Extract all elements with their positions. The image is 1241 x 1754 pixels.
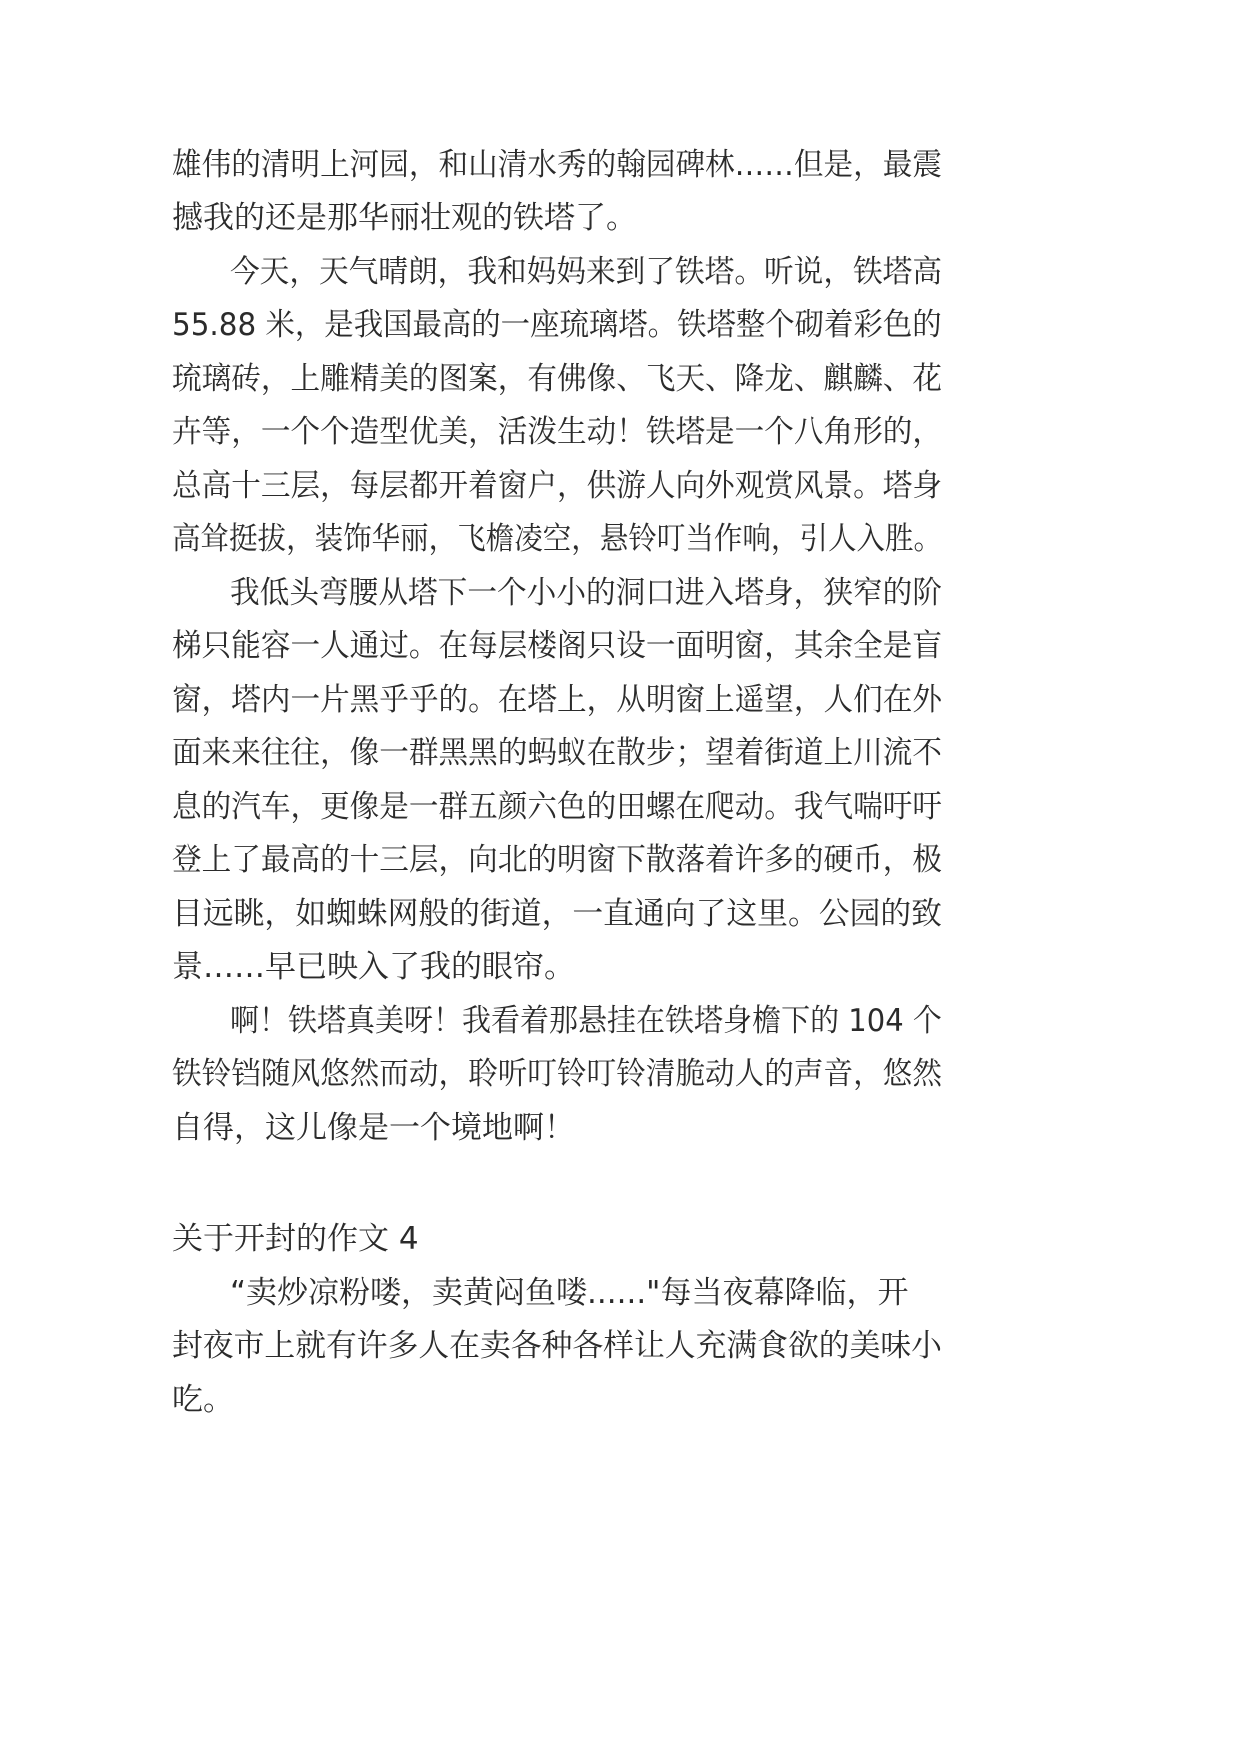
paragraph-first-line: 今天，天气晴朗，我和妈妈来到了铁塔。听说，铁塔高 <box>230 254 943 290</box>
paragraph-first-line: 啊！铁塔真美呀！我看着那悬挂在铁塔身檐下的 104 个 <box>230 1003 942 1039</box>
text-line: 景……早已映入了我的眼帘。 <box>172 949 575 985</box>
text-line: 吃。 <box>172 1382 234 1418</box>
text-line: 封夜市上就有许多人在卖各种各样让人充满食欲的美味小 <box>172 1328 942 1364</box>
text-line: 息的汽车，更像是一群五颜六色的田螺在爬动。我气喘吁吁 <box>172 789 942 825</box>
text-line: 登上了最高的十三层，向北的明窗下散落着许多的硬币，极 <box>172 842 942 878</box>
section-heading: 关于开封的作文 4 <box>172 1221 419 1257</box>
text-line: 琉璃砖，上雕精美的图案，有佛像、飞天、降龙、麒麟、花 <box>172 361 942 397</box>
text-line: 撼我的还是那华丽壮观的铁塔了。 <box>172 200 637 236</box>
text-line: 铁铃铛随风悠然而动，聆听叮铃叮铃清脆动人的声音，悠然 <box>172 1056 942 1092</box>
text-line: 面来来往往，像一群黑黑的蚂蚁在散步；望着街道上川流不 <box>172 735 942 771</box>
text-line: 目远眺，如蜘蛛网般的街道，一直通向了这里。公园的致 <box>172 896 942 932</box>
text-line: 高耸挺拔，装饰华丽，飞檐凌空，悬铃叮当作响，引人入胜。 <box>172 521 943 557</box>
paragraph-first-line: 我低头弯腰从塔下一个小小的洞口进入塔身，狭窄的阶 <box>230 575 943 611</box>
text-line: 自得，这儿像是一个境地啊！ <box>172 1110 575 1146</box>
text-line: 总高十三层，每层都开着窗户，供游人向外观赏风景。塔身 <box>172 468 942 504</box>
text-line: 梯只能容一人通过。在每层楼阁只设一面明窗，其余全是盲 <box>172 628 942 664</box>
paragraph-first-line: “卖炒凉粉喽，卖黄闷鱼喽......"每当夜幕降临，开 <box>230 1275 909 1311</box>
text-line: 窗，塔内一片黑乎乎的。在塔上，从明窗上遥望，人们在外 <box>172 682 942 718</box>
text-line: 雄伟的清明上河园，和山清水秀的翰园碑林……但是，最震 <box>172 147 942 183</box>
text-line: 55.88 米，是我国最高的一座琉璃塔。铁塔整个砌着彩色的 <box>172 307 942 343</box>
text-line: 卉等，一个个造型优美，活泼生动！铁塔是一个八角形的， <box>172 414 942 450</box>
